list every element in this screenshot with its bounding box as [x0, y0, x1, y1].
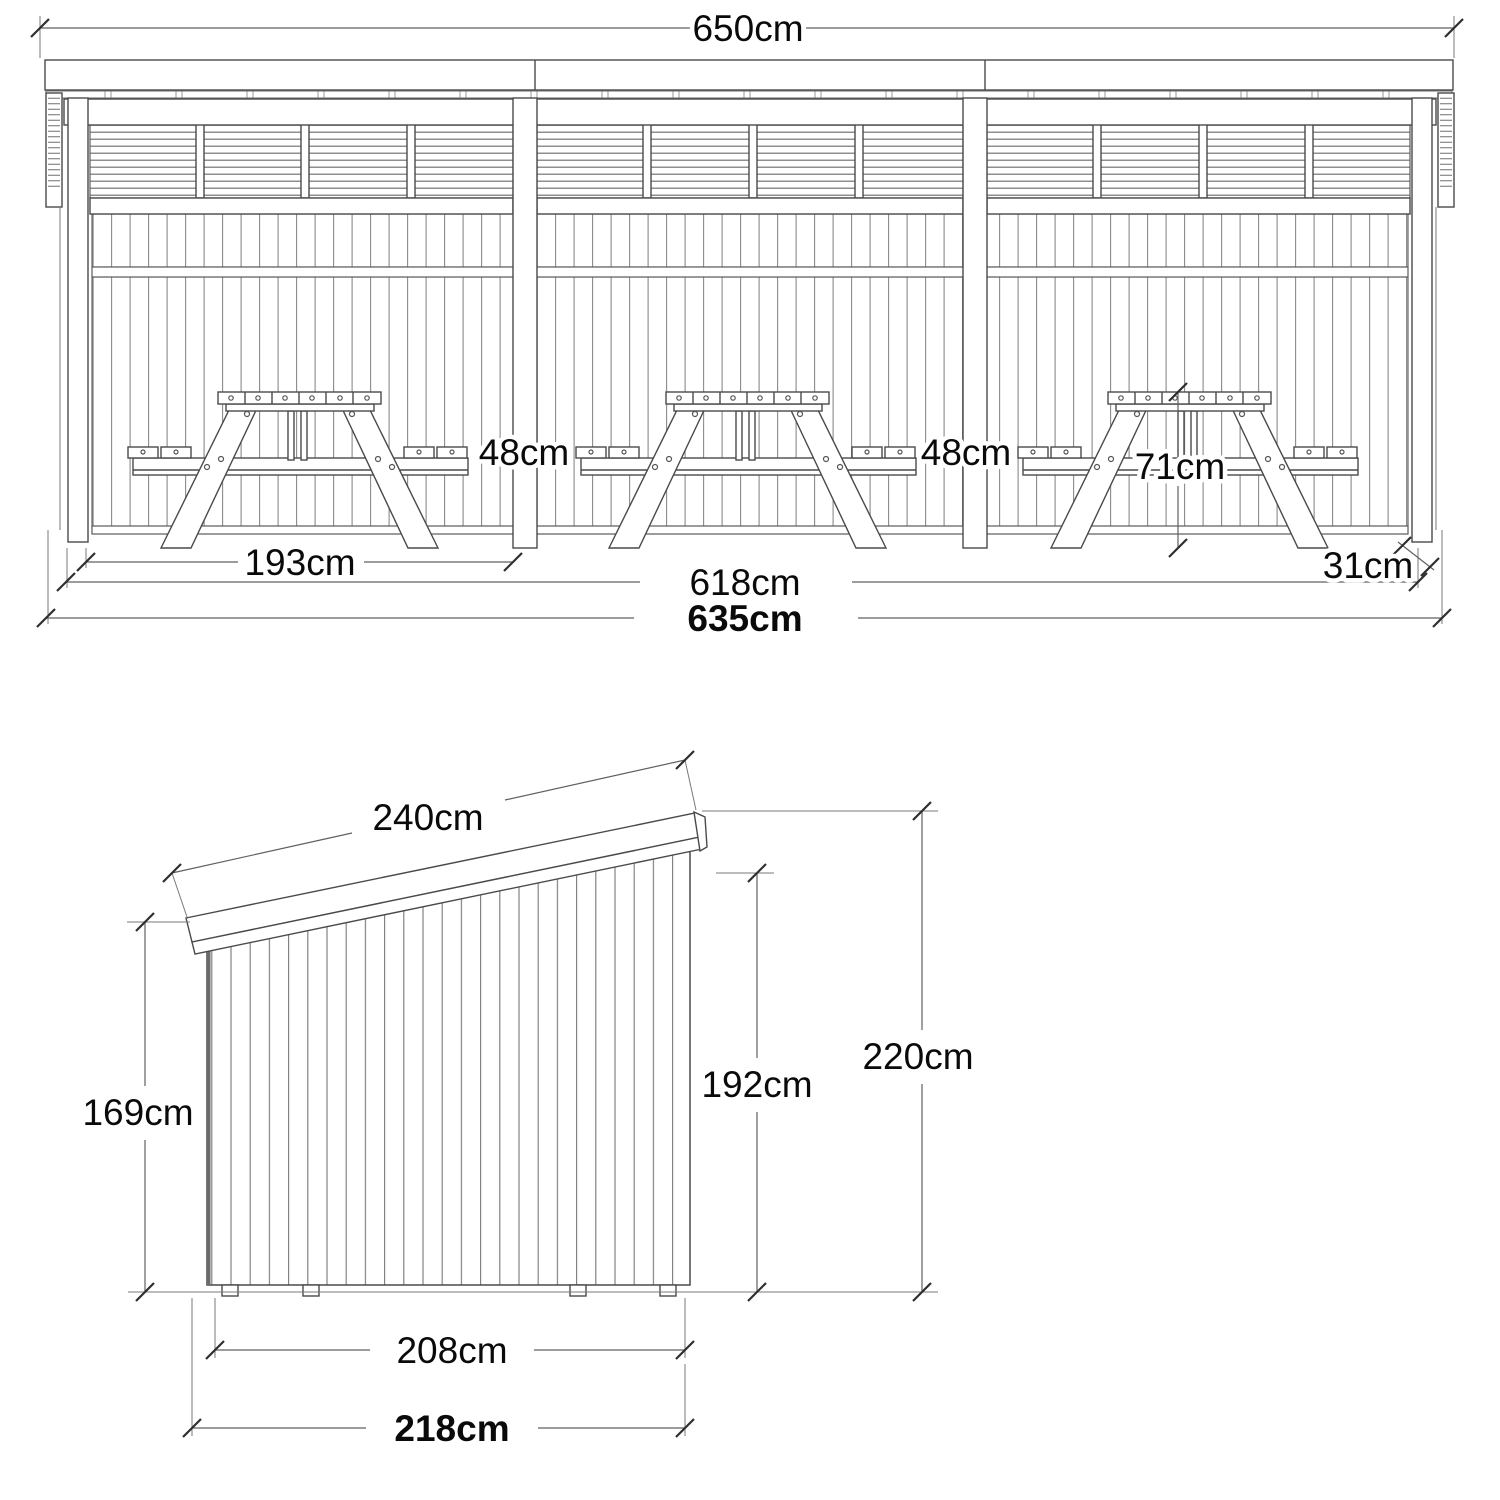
wall-front-edge	[207, 950, 211, 1285]
wall-rail	[92, 267, 1408, 277]
dim-edge-offset: 31cm	[1322, 545, 1414, 586]
corner-post-right	[1412, 98, 1432, 542]
roof-purlin	[64, 99, 1436, 125]
wall-base-board	[92, 526, 1408, 534]
dim-overall-height: 220cm	[862, 1036, 974, 1077]
dim-roof-width: 650cm	[692, 8, 804, 49]
dim-roof-depth: 240cm	[372, 797, 484, 838]
dim-base-depth: 208cm	[396, 1330, 508, 1371]
dim-front-height: 169cm	[82, 1092, 194, 1133]
dim-overall-length: 635cm	[687, 598, 803, 639]
bay-post-2	[963, 98, 987, 548]
dim-bay-width: 193cm	[244, 542, 356, 583]
dim-bench-gap-2: 48cm	[920, 432, 1012, 473]
dim-overall-depth: 218cm	[394, 1408, 510, 1449]
side-elevation-view	[82, 751, 973, 1449]
corner-post-left	[68, 98, 88, 542]
dim-bench-gap-1: 48cm	[478, 432, 570, 473]
dim-table-height: 71cm	[1134, 446, 1226, 487]
foundation-feet	[222, 1285, 676, 1296]
bay-post-1	[513, 98, 537, 548]
louver-band	[90, 123, 1410, 198]
dim-wall-length: 618cm	[689, 562, 801, 603]
dim-wall-height: 192cm	[701, 1064, 813, 1105]
front-elevation-view	[31, 8, 1463, 639]
louver-mullion	[196, 123, 204, 198]
header-beam	[90, 198, 1410, 214]
roof-fascia	[45, 60, 1453, 90]
